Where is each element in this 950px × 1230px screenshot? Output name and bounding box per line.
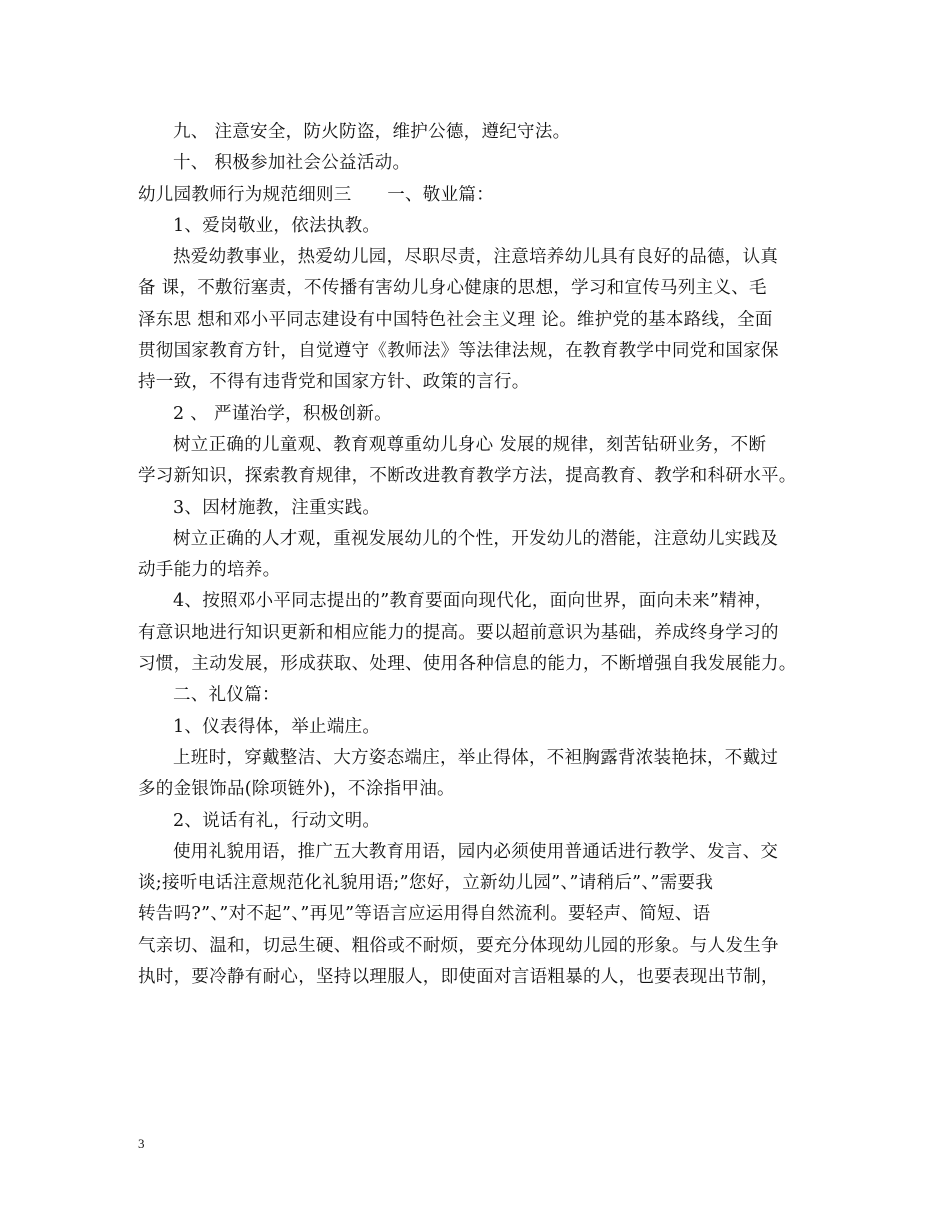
text-line: 贯彻国家教育方针，自觉遵守《教师法》等法律法规，在教育教学中同党和国家保 [138,341,779,362]
text-line: 多的金银饰品(除项链外)，不涂指甲油。 [138,779,455,800]
text-line: 树立正确的儿童观、教育观尊重幼儿身心 发展的规律，刻苦钻研业务，不断 [173,434,767,455]
text-line: 动手能力的培养。 [138,560,281,581]
text-line: 1、仪表得体，举止端庄。 [173,716,381,737]
text-line: 使用礼貌用语，推广五大教育用语，园内必须使用普通话进行教学、发言、交 [173,841,779,862]
text-line: 幼儿园教师行为规范细则三 一、敬业篇： [138,184,494,205]
text-line: 树立正确的人才观，重视发展幼儿的个性，开发幼儿的潜能，注意幼儿实践及 [173,528,779,549]
text-line: 持一致，不得有违背党和国家方针、政策的言行。 [138,372,530,393]
page-number: 3 [138,1136,145,1151]
text-line: 4、按照邓小平同志提出的”教育要面向现代化，面向世界，面向未来”精神， [173,591,773,612]
text-line: 2 、 严谨治学，积极创新。 [173,403,392,424]
text-line: 学习新知识，探索教育规律，不断改进教育教学方法，提高教育、教学和科研水平。 [138,466,797,487]
text-line: 习惯，主动发展，形成获取、处理、使用各种信息的能力，不断增强自我发展能力。 [138,654,797,675]
text-line: 二、礼仪篇： [173,685,280,706]
text-line: 3、因材施教，注重实践。 [173,497,381,518]
text-line: 有意识地进行知识更新和相应能力的提高。要以超前意识为基础，养成终身学习的 [138,622,779,643]
text-line: 转告吗?”、”对不起”、”再见”等语言应运用得自然流利。要轻声、简短、语 [138,904,711,925]
text-line: 九、 注意安全，防火防盗，维护公德，遵纪守法。 [173,122,571,142]
text-line: 2、说话有礼，行动文明。 [173,810,381,831]
text-line: 热爱幼教事业，热爱幼儿园，尽职尽责，注意培养幼儿具有良好的品德，认真 [173,247,779,268]
text-line: 上班时，穿戴整洁、大方姿态端庄，举止得体，不袒胸露背浓装艳抹，不戴过 [173,747,779,768]
document-body [138,117,828,993]
text-line: 十、 积极参加社会公益活动。 [173,153,411,174]
text-line: 谈;接听电话注意规范化礼貌用语;”您好，立新幼儿园”、”请稍后”、”需要我 [138,873,714,894]
text-line: 1、爱岗敬业，依法执教。 [173,215,381,236]
text-line: 气亲切、温和，切忌生硬、粗俗或不耐烦，要充分体现幼儿园的形象。与人发生争 [138,935,779,956]
text-line: 备 课，不敷衍塞责，不传播有害幼儿身心健康的思想，学习和宣传马列主义、毛 [138,278,767,299]
text-line: 泽东思 想和邓小平同志建设有中国特色社会主义理 论。维护党的基本路线，全面 [138,309,773,330]
text-line: 执时，要冷静有耐心，坚持以理服人，即使面对言语粗暴的人，也要表现出节制， [138,967,779,988]
